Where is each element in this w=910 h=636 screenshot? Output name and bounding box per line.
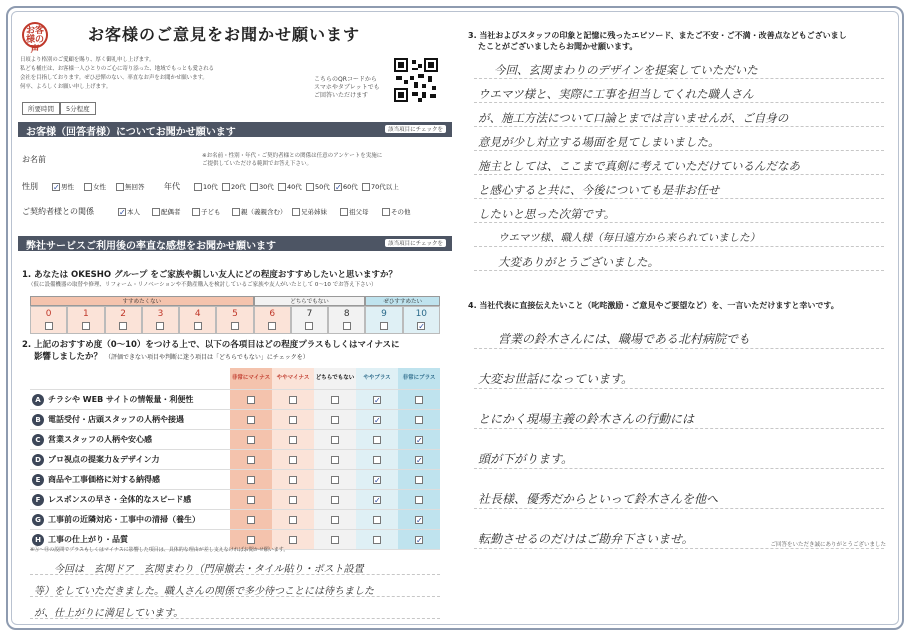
q4-handwritten-line: 転勤させるのだけはご勘弁下さいませ。 [478, 532, 694, 546]
rating-checkbox[interactable] [247, 416, 255, 424]
relation-option-spouse[interactable]: 配偶者 [152, 207, 181, 216]
rating-checkbox[interactable] [247, 496, 255, 504]
rating-checkbox[interactable] [415, 416, 423, 424]
name-label: お名前 [22, 155, 46, 164]
letter-badge-h: H [32, 534, 44, 546]
q1-scale [30, 296, 440, 334]
rating-checkbox[interactable] [247, 436, 255, 444]
rating-checkbox[interactable] [331, 456, 339, 464]
col-very-negative: 非常にマイナス [230, 368, 272, 389]
rating-checkbox[interactable]: ✓ [374, 415, 381, 425]
logo-stamp: お客様の声 [22, 22, 48, 48]
page-title: お客様のご意見をお聞かせ願います [88, 25, 361, 44]
table-row: G 工事前の近隣対応・工事中の清掃（養生） ✓ [30, 510, 440, 530]
scale-cell-8[interactable]: 8 [328, 306, 365, 334]
rating-checkbox[interactable] [415, 496, 423, 504]
rating-checkbox[interactable] [331, 396, 339, 404]
gender-option-male[interactable]: ✓ 男性 [53, 182, 74, 192]
q1-scale-row [30, 306, 440, 334]
relation-option-parent[interactable]: 親（義親含む） [232, 207, 287, 216]
rating-checkbox[interactable] [331, 436, 339, 444]
q2-title-line2: 影響しましたか？ （評価できない項目や判断に迷う項目は「どちらでもない」にチェックを） [34, 352, 309, 362]
letter-badge-b: B [32, 414, 44, 426]
relation-option-sibling[interactable]: 兄弟姉妹 [292, 207, 327, 216]
scale-cell-9[interactable]: 9 [365, 306, 402, 334]
age-option-30s[interactable]: 30代 [250, 182, 274, 191]
rating-checkbox[interactable] [373, 516, 381, 524]
q3-handwritten-line: 今回、玄関まわりのデザインを提案していただいた [494, 63, 758, 77]
q3-handwritten-line: ウエマツ様、職人様（毎日遠方から来られていました） [498, 232, 761, 244]
q3-handwritten-line: と感心すると共に、今後についても是非お任せ [478, 183, 720, 197]
relation-option-self[interactable]: ✓ 本人 [119, 207, 140, 217]
q3-handwritten-line: したいと思った次第です。 [478, 207, 616, 221]
relation-option-other[interactable]: その他 [382, 207, 411, 216]
scale-header-negative: すすめたくない [30, 296, 254, 306]
privacy-note: ※お名前・性別・年代・ご契約者様との関係は任意のアンケートを実施に ご提供していただける範囲でお答え下さい。 [202, 153, 383, 167]
right-panel [468, 18, 892, 624]
relation-option-grandparent[interactable]: 祖父母 [340, 207, 369, 216]
q2-title-line1: 2. 上記のおすすめ度（0〜10）をつける上で、以下の各項目はどの程度プラスもしくはマイナスに [22, 340, 400, 350]
qr-code-icon[interactable] [394, 58, 438, 102]
letter-badge-g: G [32, 514, 44, 526]
scale-cell-5[interactable]: 5 [216, 306, 253, 334]
scale-cell-4[interactable]: 4 [179, 306, 216, 334]
table-row: B 電話受付・店頭スタッフの人柄や接遇 ✓ [30, 410, 440, 430]
q1-subtitle: （仮に設備機器の取替や修理、リフォーム・リノベーションや不動産購入を検討しているご家族や友人がいたとして 0〜10 でお答え下さい） [28, 282, 377, 288]
rating-checkbox[interactable] [415, 476, 423, 484]
rating-checkbox[interactable] [247, 536, 255, 544]
col-neutral: どちらでもない [314, 368, 356, 389]
time-required: 所要時間 5分程度 [22, 102, 96, 115]
rating-checkbox[interactable] [331, 496, 339, 504]
table-row: A チラシや WEB サイトの情報量・利便性 ✓ [30, 390, 440, 410]
rating-checkbox[interactable] [289, 536, 297, 544]
q1-title: 1. あなたは OKESHO グループ をご家族や親しい友人にどの程度おすすめしたいと思いますか？ [22, 270, 397, 280]
letter-badge-c: C [32, 434, 44, 446]
col-very-positive: 非常にプラス [398, 368, 440, 389]
rating-checkbox[interactable] [289, 476, 297, 484]
letter-badge-a: A [32, 394, 44, 406]
q2-table-header [30, 368, 440, 390]
scale-cell-10[interactable]: 10 ✓ [403, 306, 440, 334]
age-option-50s[interactable]: 50代 [306, 182, 330, 191]
q4-handwritten-line: 大変お世話になっています。 [478, 372, 634, 386]
rating-checkbox[interactable] [247, 396, 255, 404]
scale-cell-3[interactable]: 3 [142, 306, 179, 334]
gender-option-female[interactable]: 女性 [84, 182, 106, 191]
rating-checkbox[interactable] [289, 436, 297, 444]
rating-checkbox[interactable] [289, 456, 297, 464]
q2-table [30, 368, 440, 550]
age-option-60s[interactable]: ✓ 60代 [335, 182, 358, 192]
scale-cell-6[interactable]: 6 [254, 306, 291, 334]
age-option-40s[interactable]: 40代 [278, 182, 302, 191]
age-option-20s[interactable]: 20代 [222, 182, 246, 191]
q3-handwritten-line: 大変ありがとうございました。 [498, 255, 659, 269]
rating-checkbox[interactable] [289, 396, 297, 404]
rating-checkbox[interactable] [331, 416, 339, 424]
q4-handwritten-line: 社長様、優秀だからといって鈴木さんを他へ [478, 492, 719, 506]
table-row: D プロ視点の提案力＆デザイン力 ✓ [30, 450, 440, 470]
letter-badge-e: E [32, 474, 44, 486]
q3-title: 3. 当社およびスタッフの印象と記憶に残ったエピソード、またご不安・ご不満・改善点などもございまし たことがございましたらお聞かせ願います。 [468, 31, 847, 51]
service-section-bar: 弊社サービスご利用後の率直な感想をお聞かせ願います 該当項目にチェックを [18, 236, 452, 251]
gender-label: 性別 [22, 182, 38, 191]
rating-checkbox[interactable]: ✓ [416, 515, 423, 525]
letter-badge-d: D [32, 454, 44, 466]
thank-you-footer: ご回答をいただき誠にありがとうございました [770, 542, 886, 548]
q4-title: 4. 当社代表に直接伝えたいこと（叱咤激励・ご意見やご要望など）を、一言いただけますと幸いです。 [468, 301, 839, 310]
rating-checkbox[interactable]: ✓ [374, 495, 381, 505]
scale-cell-2[interactable]: 2 [105, 306, 142, 334]
rating-checkbox[interactable]: ✓ [416, 535, 423, 545]
rating-checkbox[interactable] [289, 516, 297, 524]
scale-cell-7[interactable]: 7 [291, 306, 328, 334]
q3-handwritten-line: 意見が少し対立する場面を見てしまいました。 [478, 135, 720, 149]
q3-handwritten-line: が、施工方法について口論とまでは言いませんが、ご自身の [478, 111, 789, 125]
rating-checkbox[interactable] [247, 476, 255, 484]
gender-option-none[interactable]: 無回答 [116, 182, 145, 191]
customer-section-bar: お客様（回答者様）についてお聞かせ願います 該当項目にチェックを [18, 122, 452, 137]
relation-option-child[interactable]: 子ども [192, 207, 221, 216]
qr-caption: こちらのQRコードから スマホやタブレットでも ご回答いただけます [314, 76, 380, 99]
scale-cell-1[interactable]: 1 [67, 306, 104, 334]
scale-header-positive: ぜひすすめたい [365, 296, 440, 306]
table-row: F レスポンスの早さ・全体的なスピード感 ✓ [30, 490, 440, 510]
rating-checkbox[interactable] [373, 536, 381, 544]
rating-checkbox[interactable] [373, 436, 381, 444]
letter-badge-f: F [32, 494, 44, 506]
rating-checkbox[interactable] [289, 416, 297, 424]
rating-checkbox[interactable] [373, 456, 381, 464]
q2-handwritten-line: が、仕上がりに満足しています。 [34, 608, 184, 619]
scale-header-neutral: どちらでもない [254, 296, 366, 306]
q4-handwritten-line: 頭が下がります。 [478, 452, 574, 466]
age-option-10s[interactable]: 10代 [194, 182, 218, 191]
rating-checkbox[interactable] [247, 516, 255, 524]
q3-answer-area[interactable] [474, 56, 884, 286]
table-row: H 工事の仕上がり・品質 ✓ [30, 530, 440, 550]
intro-text: 日頃より格別のご愛顧を賜り、厚く御礼申し上げます。 私ども桶庄は、お客様一人ひとりのご心に寄り添った、地域でもっとも愛される 会社を目指しております。ぜひ忌憚のない、率直なお声をお聞かせ願います。 何卒、よろしくお願い申し上げます。 [20, 57, 215, 90]
rating-checkbox[interactable] [289, 496, 297, 504]
q4-handwritten-line: とにかく現場主義の鈴木さんの行動には [478, 412, 695, 426]
table-row: C 営業スタッフの人柄や安心感 ✓ [30, 430, 440, 450]
q3-handwritten-line: 施主としては、ここまで真剣に考えていただけているんだなあ [478, 159, 800, 173]
rating-checkbox[interactable] [331, 476, 339, 484]
rating-checkbox[interactable]: ✓ [374, 395, 381, 405]
rating-checkbox[interactable] [331, 536, 339, 544]
relation-label: ご契約者様との関係 [22, 207, 94, 216]
scale-cell-0[interactable]: 0 [30, 306, 67, 334]
q4-handwritten-line: 営業の鈴木さんには、職場である北村病院でも [498, 332, 751, 346]
rating-checkbox[interactable] [415, 396, 423, 404]
q3-handwritten-line: ウエマツ様と、実際に工事を担当してくれた職人さん [478, 87, 754, 101]
rating-checkbox[interactable]: ✓ [374, 475, 381, 485]
rating-checkbox[interactable] [247, 456, 255, 464]
q2-footnote: ※Ⓐ〜Ⓗの設問でプラスもしくはマイナスに影響した項目は、具体的な理由が差し支えなければお聞かせ願います。 [30, 547, 289, 553]
q2-handwritten-line: 今回は 玄関ドア 玄関まわり（門扉撤去・タイル貼り・ポスト設置 [54, 564, 364, 575]
age-option-70plus[interactable]: 70代以上 [362, 182, 399, 191]
q2-handwritten-line: 等）をしていただきました。職人さんの関係で多少待つことには待ちました [34, 586, 374, 597]
q1-scale-header [30, 296, 440, 306]
col-slightly-positive: ややプラス [356, 368, 398, 389]
col-slightly-negative: ややマイナス [272, 368, 314, 389]
rating-checkbox[interactable]: ✓ [416, 435, 423, 445]
q4-answer-area[interactable] [474, 318, 884, 564]
table-row: E 商品や工事価格に対する納得感 ✓ [30, 470, 440, 490]
rating-checkbox[interactable]: ✓ [416, 455, 423, 465]
q2-answer-area[interactable] [30, 554, 440, 620]
age-label: 年代 [164, 182, 180, 191]
rating-checkbox[interactable] [331, 516, 339, 524]
